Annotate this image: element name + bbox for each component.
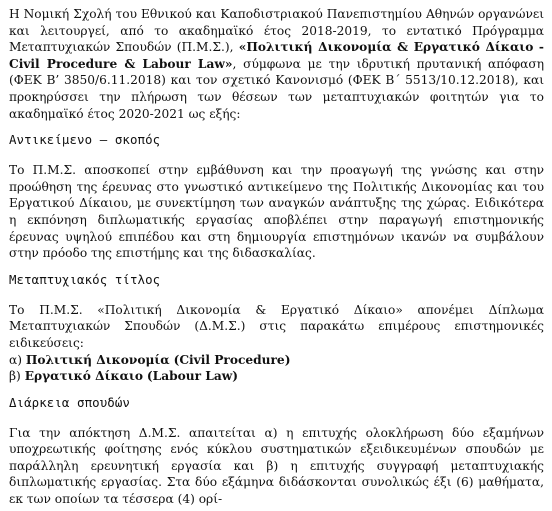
- list-label: Πολιτική Δικονομία: [25, 352, 170, 367]
- intro-text-1: Η Νομική Σχολή του Εθνικού και Καποδιστριακού Πανεπιστημίου Αθηνών οργανώνει και λειτουργεί, από το ακαδημαϊκό έτος 2018-2019, το εντατικό Πρόγραμμα Μεταπτυχιακών Σπουδών (Π.Μ.Σ.),: [9, 7, 544, 55]
- duration-paragraph: Για την απόκτηση Δ.Μ.Σ. απαιτείται α) η επιτυχής ολοκλήρωση δύο εξαμήνων υποχρεωτικής φοίτησης ενός κύκλου συστηματικών εξειδικευμένων σπουδών με παράλληλη ερευνητική εργασία και β) η επιτυχής συγγραφή μεταπτυχιακής διπλωματικής εργασίας. Στα δύο εξάμηνα διδάσκονται συνολικώς έξι (6) μαθήματα, εκ των οποίων τα τέσσερα (4) ορί-: [9, 425, 544, 507]
- section-heading-title: Μεταπτυχιακός τίτλος: [9, 271, 161, 287]
- list-english: (Civil Procedure): [173, 352, 291, 367]
- spacer: [9, 148, 544, 162]
- list-marker: β): [9, 369, 25, 384]
- spacer: [9, 122, 544, 132]
- list-item-civil-procedure: [9, 352, 544, 369]
- section-heading-duration: Διάρκεια σπουδών: [9, 394, 130, 410]
- spacer: [9, 262, 544, 272]
- object-paragraph: Το Π.Μ.Σ. αποσκοπεί στην εμβάθυνση και την προαγωγή της γνώσης και στην προώθηση της έρευνας στο γνωστικό αντικείμενο της Πολιτικής Δικονομίας και του Εργατικού Δίκαιου, με συνεκτίμηση των αναγκών ανάπτυξης της χώρας. Ειδικότερα η εκπόνηση διπλωματικής εργασίας αποβλέπει στην παραγωγή επιστημονικής έρευνας υψηλού επιπέδου και στη δημιουργία επιστημόνων ικανών να συμβάλουν στην πρόοδο της επιστήμης και της διδασκαλίας.: [9, 163, 544, 261]
- spacer: [9, 411, 544, 425]
- spacer: [9, 288, 544, 302]
- list-english: (Labour Law): [146, 369, 239, 384]
- intro-paragraph: [9, 6, 544, 122]
- list-item-labour-law: [9, 368, 544, 385]
- title-paragraph: Το Π.Μ.Σ. «Πολιτική Δικονομία & Εργατικό Δίκαιο» απονέμει Δίπλωμα Μεταπτυχιακών Σπουδών (Δ.Μ.Σ.) στις παρακάτω επιμέρους επιστημονικές ειδικεύσεις:: [9, 302, 544, 350]
- list-label: Εργατικό Δίκαιο: [24, 369, 144, 384]
- section-heading-object: Αντικείμενο – σκοπός: [9, 132, 161, 148]
- spacer: [9, 385, 544, 395]
- program-name: «Πολιτική Δικονομία & Εργατικό Δίκαιο - Civil Procedure & Labour Law»: [9, 40, 544, 71]
- list-marker: α): [9, 352, 26, 367]
- intro-text-2: , σύμφωνα με την ιδρυτική πρυτανική απόφαση (ΦΕΚ Β’ 3850/6.11.2018) και τον σχετικό Κανονισμό (ΦΕΚ Β΄ 5513/10.12.2018), και προκηρύσσει την πλήρωση των θέσεων των μεταπτυχιακών φοιτητών για το ακαδημαϊκό έτος 2020-2021 ως εξής:: [9, 56, 544, 121]
